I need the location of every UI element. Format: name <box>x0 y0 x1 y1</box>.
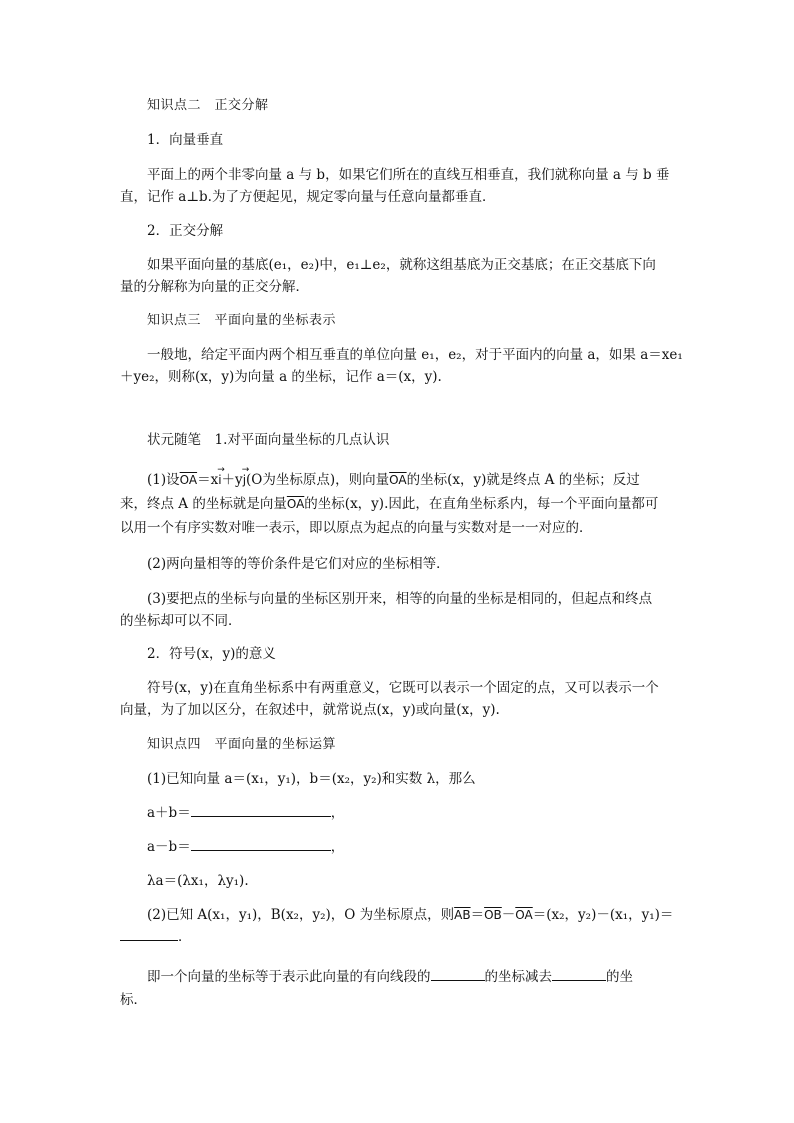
vector-ob: $\overline{OB}$ <box>484 908 502 922</box>
vector-oa-3: $\overline{OA}$ <box>286 497 305 511</box>
heading-coordinate-representation: 知识点三 平面向量的坐标表示 <box>147 313 337 328</box>
symbol-meaning-title: 2．符号(x，y)的意义 <box>147 646 276 662</box>
note1-eq: ＝x <box>197 472 219 488</box>
note1-rest: (O为坐标原点)，则向量 <box>246 472 390 488</box>
blank-add[interactable] <box>191 804 331 817</box>
note1-prefix: (1)设 <box>147 472 180 488</box>
blank-endpoint[interactable] <box>431 968 485 981</box>
heading-orthogonal-decomposition: 知识点二 正交分解 <box>147 98 269 113</box>
note2: (2)两向量相等的等价条件是它们对应的坐标相等． <box>147 556 450 572</box>
vector-ab: $\overline{AB}$ <box>454 908 471 922</box>
comma: ， <box>330 839 345 855</box>
operation2-minus: － <box>501 907 516 923</box>
paragraph-perpendicular-line2: 直，记作 a⊥b.为了方便起见，规定零向量与任意向量都垂直． <box>120 189 496 205</box>
section-vector-perpendicular-title: 1．向量垂直 <box>147 132 224 148</box>
heading-coordinate-operations: 知识点四 平面向量的坐标运算 <box>147 737 337 752</box>
note1-line1 <box>147 471 680 489</box>
operation2-line2 <box>120 928 680 946</box>
note1-line2-rest: 的坐标(x，y).因此，在直角坐标系内，每一个平面向量都可 <box>304 496 659 512</box>
note1-plus: ＋y <box>221 472 243 488</box>
operation-add-label: a＋b＝ <box>147 805 191 821</box>
symbol-meaning-line1: 符号(x，y)在直角坐标系中有两重意义，它既可以表示一个固定的点，又可以表示一个 <box>147 680 659 696</box>
operation1-intro: (1)已知向量 a＝(x₁，y₁)，b＝(x₂，y₂)和实数 λ，那么 <box>147 771 476 787</box>
note1-line3: 以用一个有序实数对唯一表示，即以原点为起点的向量与实数对是一一对应的． <box>120 520 593 536</box>
operation-sub-label: a－b＝ <box>147 839 191 855</box>
note3-line2: 的坐标却可以不同． <box>120 613 242 629</box>
conclusion-prefix: 即一个向量的坐标等于表示此向量的有向线段的 <box>147 969 431 985</box>
note1-rest2: 的坐标(x，y)就是终点 A 的坐标；反过 <box>406 472 640 488</box>
conclusion-line2: 标． <box>120 992 147 1008</box>
operation2-rest: ＝(x₂，y₂)－(x₁，y₁)＝ <box>532 907 674 923</box>
blank-startpoint[interactable] <box>552 968 606 981</box>
operation2-prefix: (2)已知 A(x₁，y₁)，B(x₂，y₂)，O 为坐标原点，则 <box>147 907 455 923</box>
vector-oa-4: $\overline{OA}$ <box>515 908 533 922</box>
operation2-eq: ＝ <box>470 907 485 923</box>
comma: ， <box>330 805 345 821</box>
operation2-line1 <box>147 906 680 924</box>
vector-oa: $\overline{OA}$ <box>179 473 198 487</box>
blank-ab-coordinates[interactable] <box>120 928 178 941</box>
vector-oa-2: $\overline{OA}$ <box>389 473 407 487</box>
paragraph-coordinate-line1: 一般地，给定平面内两个相互垂直的单位向量 e₁，e₂，对于平面内的向量 a，如果 a＝xe₁ <box>147 347 683 363</box>
conclusion-line1 <box>147 968 680 986</box>
notes-title: 状元随笔 1.对平面向量坐标的几点认识 <box>147 432 390 448</box>
vector-i: → i <box>218 471 221 489</box>
operation-add <box>147 804 680 822</box>
paragraph-orthogonal-line1: 如果平面向量的基底(e₁，e₂)中，e₁⊥e₂，就称这组基底为正交基底；在正交基底下向 <box>147 257 656 273</box>
period: ． <box>178 929 192 945</box>
blank-sub[interactable] <box>191 838 331 851</box>
section-orthogonal-title: 2．正交分解 <box>147 223 224 239</box>
conclusion-end: 的坐 <box>606 969 633 985</box>
symbol-meaning-line2: 向量，为了加以区分，在叙述中，就常说点(x，y)或向量(x，y). <box>120 702 500 718</box>
conclusion-mid: 的坐标减去 <box>484 969 552 985</box>
paragraph-perpendicular-line1: 平面上的两个非零向量 a 与 b，如果它们所在的直线互相垂直，我们就称向量 a 与 b 垂 <box>147 167 670 183</box>
paragraph-coordinate-line2: ＋ye₂，则称(x，y)为向量 a 的坐标，记作 a＝(x，y). <box>120 369 442 385</box>
vector-j: → j <box>243 471 246 489</box>
note3-line1: (3)要把点的坐标与向量的坐标区别开来，相等的向量的坐标是相同的，但起点和终点 <box>147 591 653 607</box>
note1-line2 <box>120 495 680 513</box>
paragraph-orthogonal-line2: 量的分解称为向量的正交分解． <box>120 279 309 295</box>
operation-sub <box>147 838 680 856</box>
note1-line2-prefix: 来，终点 A 的坐标就是向量 <box>120 496 287 512</box>
operation-scalar: λa＝(λx₁，λy₁). <box>147 873 249 889</box>
